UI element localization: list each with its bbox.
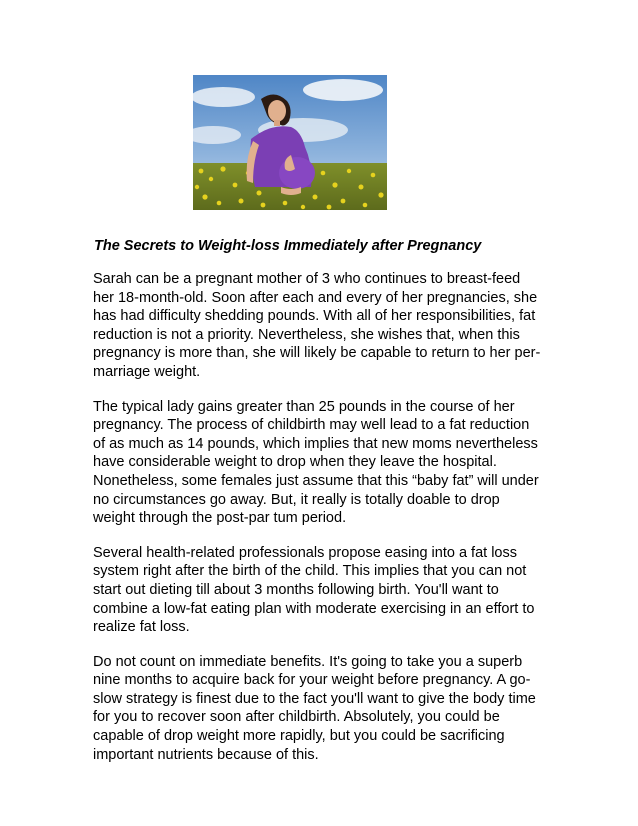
- text-line: reduction is not a priority. Nevertheless, she wishes that, when this: [93, 326, 520, 343]
- text-line: slow strategy is finest due to the fact you'll want to give the body time: [93, 690, 536, 707]
- text-line: her 18-month-old. Soon after each and every of her pregnancies, she: [93, 289, 538, 306]
- text-line: system right after the birth of the child. This implies that you can not: [93, 563, 527, 580]
- article-photo: [193, 75, 387, 210]
- text-line: marriage weight.: [93, 363, 201, 380]
- text-line: pregnancy is more than, she will likely be capable to return to her per-: [93, 345, 541, 362]
- text-line: nine months to acquire back for your weight before pregnancy. A go-: [93, 672, 531, 689]
- text-line: combine a low-fat eating plan with moderate exercising in an effort to: [93, 600, 535, 617]
- text-line: Several health-related professionals propose easing into a fat loss: [93, 544, 517, 561]
- text-line: has had difficulty shedding pounds. With all of her responsibilities, fat: [93, 308, 536, 325]
- text-line: weight through the post-par tum period.: [93, 510, 347, 527]
- text-line: realize fat loss.: [93, 619, 190, 636]
- text-line: of as much as 14 pounds, which implies that new moms nevertheless: [93, 435, 538, 452]
- paragraph-3: [93, 544, 555, 637]
- text-line: for you to recover soon after childbirth. Absolutely, you could be: [93, 709, 500, 726]
- text-line: no circumstances go away. But, it really is totally doable to drop: [93, 491, 500, 508]
- text-line: important nutrients because of this.: [93, 746, 319, 763]
- paragraph-2: [93, 398, 555, 528]
- text-line: have considerable weight to drop when they leave the hospital.: [93, 454, 497, 471]
- article-title: The Secrets to Weight-loss Immediately after Pregnancy: [94, 238, 482, 254]
- text-line: capable of drop weight more rapidly, but you could be sacrificing: [93, 728, 505, 745]
- paragraph-1: [93, 270, 555, 382]
- article-body: [93, 270, 555, 780]
- text-line: start out dieting till about 3 months following birth. You'll want to: [93, 581, 499, 598]
- text-line: The typical lady gains greater than 25 pounds in the course of her: [93, 398, 515, 415]
- text-line: pregnancy. The process of childbirth may well lead to a fat reduction: [93, 417, 530, 434]
- text-line: Sarah can be a pregnant mother of 3 who continues to breast-feed: [93, 271, 521, 287]
- paragraph-4: [93, 653, 555, 765]
- text-line: Do not count on immediate benefits. It's going to take you a superb: [93, 653, 523, 670]
- text-line: Nonetheless, some females just assume that this “baby fat” will under: [93, 472, 539, 489]
